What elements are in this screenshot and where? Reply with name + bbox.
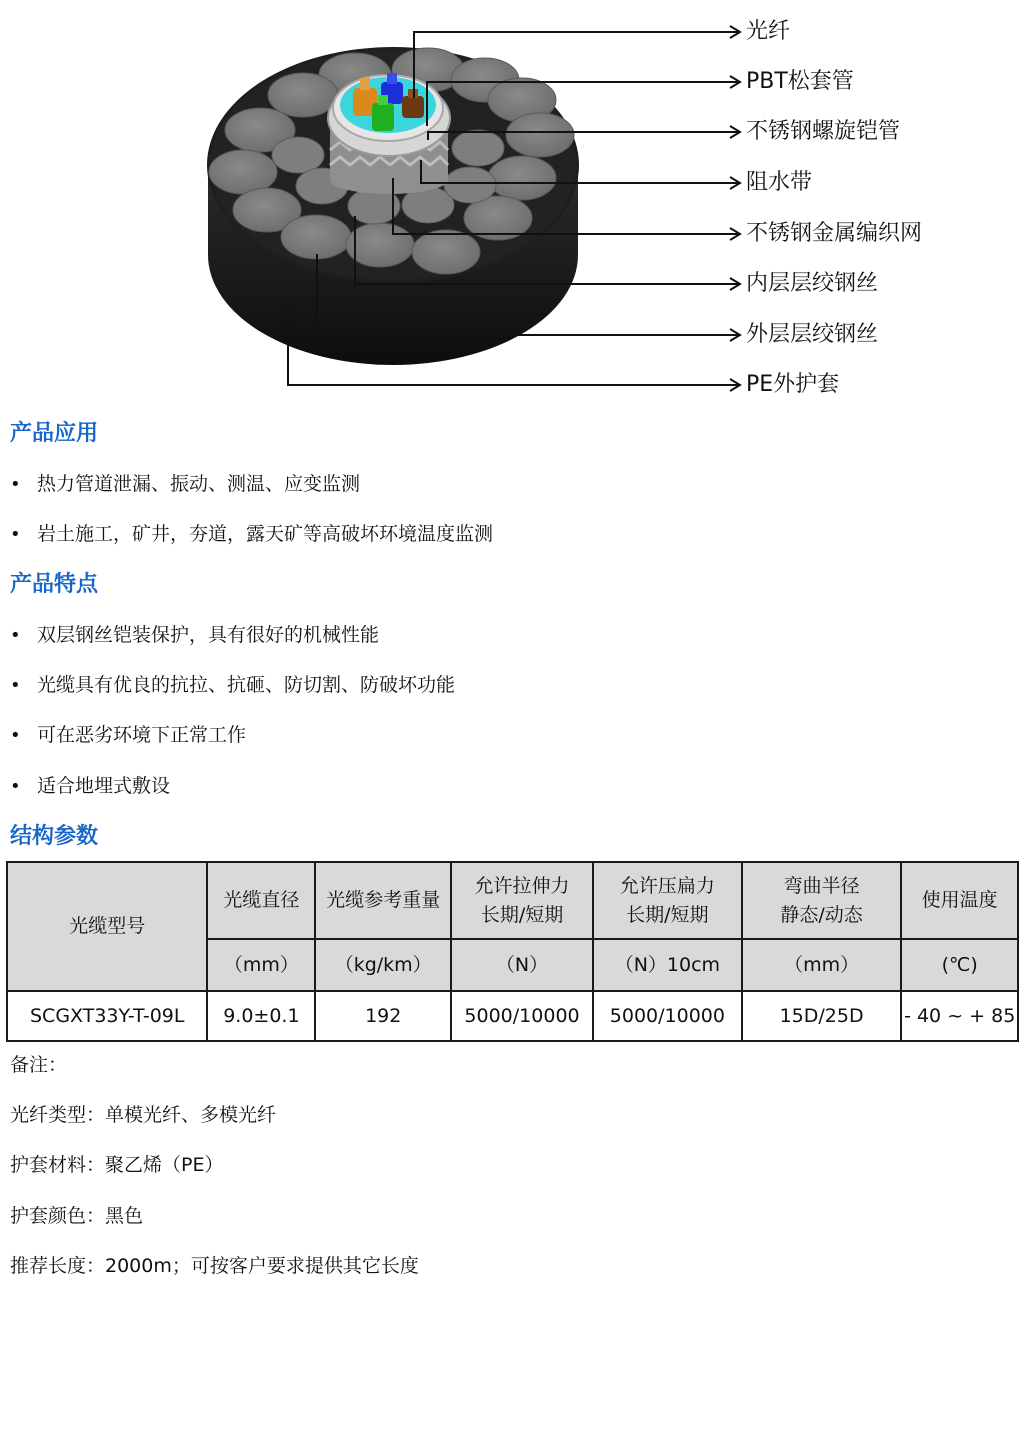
note-jacket-color: 护套颜色：黑色 <box>10 1205 144 1227</box>
section-title-features: 产品特点 <box>10 572 99 597</box>
cell-diameter: 9.0±0.1 <box>207 991 315 1041</box>
table-row <box>7 991 1018 1041</box>
table-header-row <box>7 862 1018 939</box>
section-title-structure: 结构参数 <box>10 824 99 849</box>
feature-item: • 双层钢丝铠装保护，具有很好的机械性能 <box>10 624 380 646</box>
callout-outer-steel-wire: 外层层绞钢丝 <box>746 322 879 347</box>
cable-structure-diagram <box>0 0 1024 410</box>
notes-title: 备注： <box>10 1054 68 1076</box>
header-diameter: 光缆直径 <box>207 862 315 939</box>
header-temperature: 使用温度 <box>901 862 1018 939</box>
application-item: • 岩土施工，矿井，夯道，露天矿等高破坏环境温度监测 <box>10 523 494 545</box>
header-model: 光缆型号 <box>7 862 207 991</box>
note-recommended-length: 推荐长度：2000m；可按客户要求提供其它长度 <box>10 1255 419 1277</box>
section-title-applications: 产品应用 <box>10 421 99 446</box>
bullet-icon: • <box>10 524 21 545</box>
feature-item: • 光缆具有优良的抗拉、抗砸、防切割、防破坏功能 <box>10 674 456 696</box>
cell-tensile: 5000/10000 <box>451 991 593 1041</box>
cell-bend-radius: 15D/25D <box>742 991 902 1041</box>
cell-model: SCGXT33Y-T-09L <box>7 991 207 1041</box>
callout-optical-fiber: 光纤 <box>746 19 791 44</box>
arrow-heads <box>730 26 740 391</box>
note-fiber-type: 光纤类型：单模光纤、多模光纤 <box>10 1104 277 1126</box>
callout-pbt-loose-tube: PBT松套管 <box>746 69 854 94</box>
header-weight: 光缆参考重量 <box>315 862 451 939</box>
cell-temperature: - 40 ~ + 85 <box>901 991 1018 1041</box>
callout-steel-spiral-armor: 不锈钢螺旋铠管 <box>746 119 901 144</box>
spec-table <box>6 861 1019 1042</box>
unit-temperature: (℃) <box>901 939 1018 991</box>
cell-weight: 192 <box>315 991 451 1041</box>
bullet-icon: • <box>10 675 21 696</box>
feature-item: • 适合地埋式敷设 <box>10 775 171 797</box>
unit-tensile: （N） <box>451 939 593 991</box>
callout-steel-braid: 不锈钢金属编织网 <box>746 221 923 246</box>
callout-inner-steel-wire: 内层层绞钢丝 <box>746 271 879 296</box>
unit-weight: （kg/km） <box>315 939 451 991</box>
header-tensile: 允许拉伸力 长期/短期 <box>451 862 593 939</box>
bullet-icon: • <box>10 725 21 746</box>
cable-cross-section-illustration <box>0 0 1024 410</box>
bullet-icon: • <box>10 776 21 797</box>
header-crush: 允许压扁力 长期/短期 <box>593 862 742 939</box>
header-bend-radius: 弯曲半径 静态/动态 <box>742 862 902 939</box>
application-item: • 热力管道泄漏、振动、测温、应变监测 <box>10 473 361 495</box>
unit-diameter: （mm） <box>207 939 315 991</box>
note-jacket-material: 护套材料：聚乙烯（PE） <box>10 1154 224 1176</box>
bullet-icon: • <box>10 625 21 646</box>
cell-crush: 5000/10000 <box>593 991 742 1041</box>
unit-bend-radius: （mm） <box>742 939 902 991</box>
unit-crush: （N）10cm <box>593 939 742 991</box>
callout-water-blocking-tape: 阻水带 <box>746 170 813 195</box>
bullet-icon: • <box>10 474 21 495</box>
feature-item: • 可在恶劣环境下正常工作 <box>10 724 247 746</box>
callout-pe-jacket: PE外护套 <box>746 372 840 397</box>
